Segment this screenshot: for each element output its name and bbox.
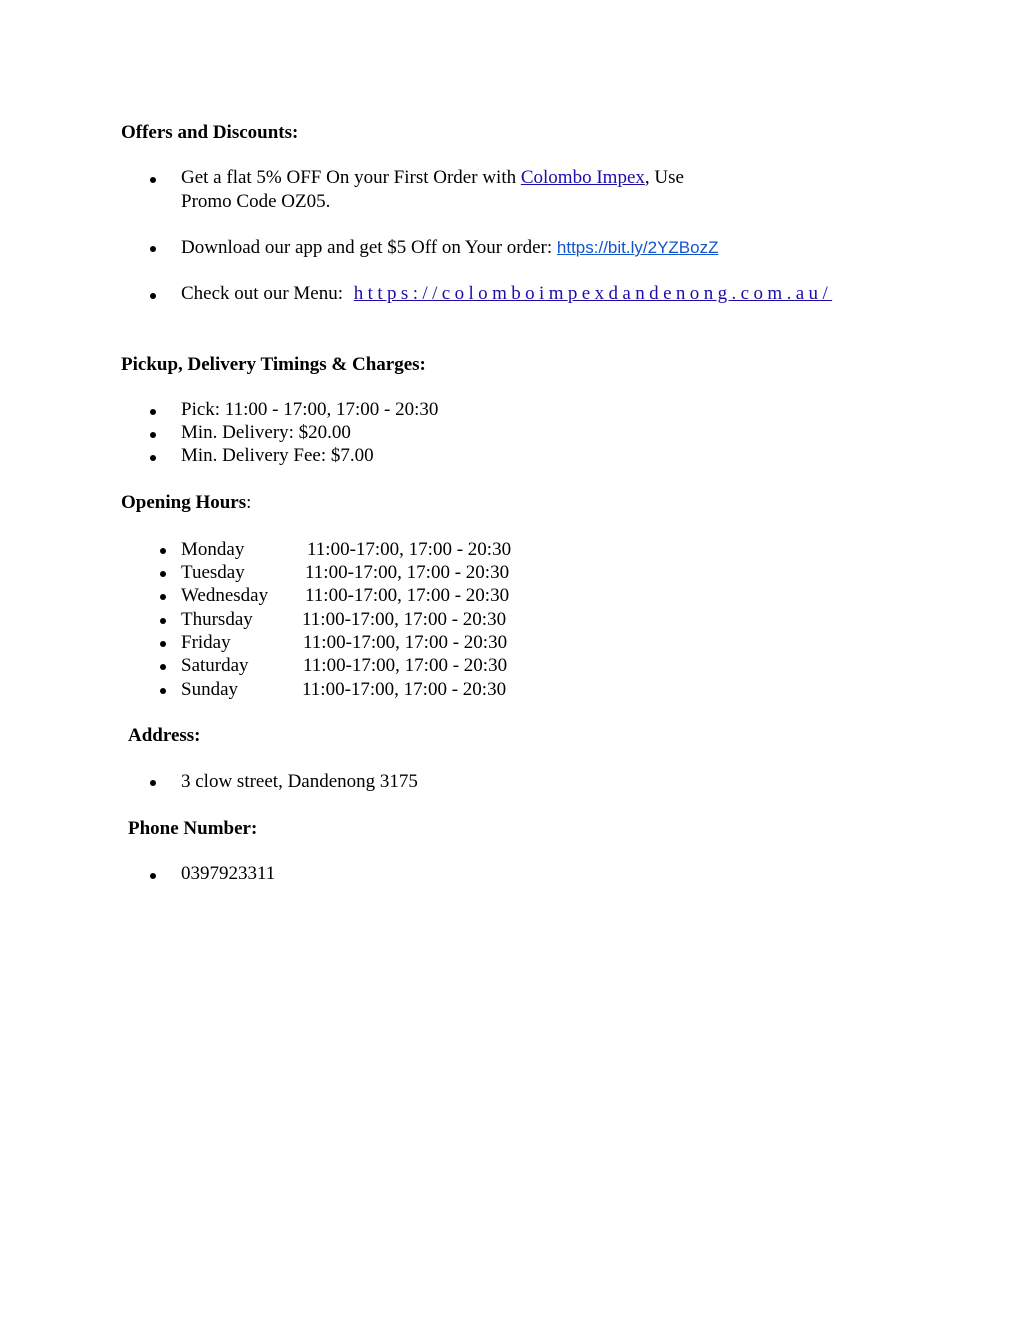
offer-app-text: Download our app and get $5 Off on Your order: xyxy=(181,237,553,258)
bullet-icon xyxy=(160,664,166,670)
address-value: 3 clow street, Dandenong 3175 xyxy=(181,771,418,792)
opening-hours-title: Opening Hours xyxy=(121,492,247,513)
bullet-icon xyxy=(160,594,166,600)
offer-item-first-order xyxy=(181,167,684,189)
bullet-icon xyxy=(150,873,156,879)
opening-hours-colon: : xyxy=(246,492,252,513)
colombo-impex-link[interactable]: Colombo Impex xyxy=(520,167,645,188)
bullet-icon xyxy=(150,293,156,299)
bullet-icon xyxy=(160,688,166,694)
bullet-icon xyxy=(160,618,166,624)
bullet-icon xyxy=(160,548,166,554)
offer-text: Get a flat 5% OFF On your First Order with xyxy=(181,167,521,188)
app-download-link[interactable]: https://bit.ly/2YZBozZ xyxy=(556,238,719,257)
pickup-item: Pick: 11:00 - 17:00, 17:00 - 20:30 xyxy=(181,399,439,420)
day-name: Tuesday xyxy=(181,562,245,583)
day-hours: 11:00-17:00, 17:00 - 20:30 xyxy=(303,655,508,676)
offer-text-tail: , Use xyxy=(644,167,684,188)
day-name: Sunday xyxy=(181,679,238,700)
bullet-icon xyxy=(150,780,156,786)
pickup-item: Min. Delivery Fee: $7.00 xyxy=(181,445,374,466)
bullet-icon xyxy=(160,571,166,577)
offer-item-menu xyxy=(181,283,832,305)
day-hours: 11:00-17:00, 17:00 - 20:30 xyxy=(305,562,510,583)
offer-item-app xyxy=(181,237,718,259)
day-name: Saturday xyxy=(181,655,249,676)
offer-promo-code: Promo Code OZ05. xyxy=(181,191,331,212)
day-name: Friday xyxy=(181,632,231,653)
day-hours: 11:00-17:00, 17:00 - 20:30 xyxy=(305,585,510,606)
offers-heading: Offers and Discounts: xyxy=(121,122,299,143)
bullet-icon xyxy=(160,641,166,647)
day-name: Thursday xyxy=(181,609,253,630)
pickup-item: Min. Delivery: $20.00 xyxy=(181,422,351,443)
menu-link[interactable]: https://colomboimpexdandenong.com.au/ xyxy=(353,283,833,304)
phone-value: 0397923311 xyxy=(181,863,276,884)
bullet-icon xyxy=(150,455,156,461)
phone-heading: Phone Number: xyxy=(128,818,258,839)
day-hours: 11:00-17:00, 17:00 - 20:30 xyxy=(302,679,507,700)
day-hours: 11:00-17:00, 17:00 - 20:30 xyxy=(307,539,512,560)
day-name: Monday xyxy=(181,539,245,560)
bullet-icon xyxy=(150,432,156,438)
address-heading: Address: xyxy=(128,725,201,746)
pickup-heading: Pickup, Delivery Timings & Charges: xyxy=(121,354,426,375)
bullet-icon xyxy=(150,246,156,252)
bullet-icon xyxy=(150,177,156,183)
day-name: Wednesday xyxy=(181,585,269,606)
bullet-icon xyxy=(150,409,156,415)
day-hours: 11:00-17:00, 17:00 - 20:30 xyxy=(303,632,508,653)
day-hours: 11:00-17:00, 17:00 - 20:30 xyxy=(302,609,507,630)
menu-text: Check out our Menu: xyxy=(181,283,344,304)
opening-hours-heading xyxy=(121,492,251,514)
